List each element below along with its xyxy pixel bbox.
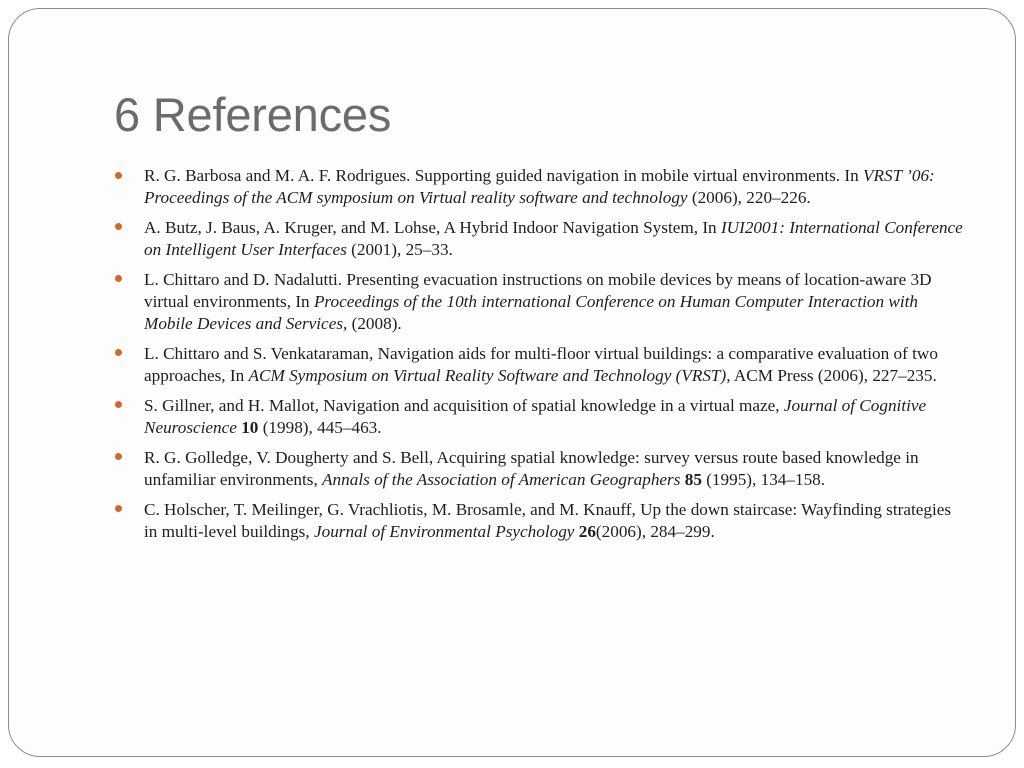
bullet-icon	[115, 172, 122, 179]
reference-text: , (2008).	[343, 314, 402, 334]
slide-title: 6 References	[114, 88, 392, 141]
slide-frame	[8, 8, 1016, 757]
reference-list	[114, 165, 964, 551]
reference-venue: ACM Symposium on Virtual Reality Software and Technology (VRST),	[248, 366, 731, 386]
bullet-icon	[115, 349, 122, 356]
reference-text: (2006), 284–299.	[595, 521, 715, 541]
reference-item	[114, 499, 964, 543]
reference-venue: VRST ’06: Proceedings of the ACM symposium on Virtual reality software and technology	[144, 166, 935, 208]
reference-volume: 85	[684, 469, 702, 489]
reference-volume: 26	[578, 521, 596, 541]
reference-item	[114, 165, 964, 209]
reference-venue: Annals of the Association of American Geographers	[322, 469, 681, 489]
reference-text: C. Holscher, T. Meilinger, G. Vrachliotis, M. Brosamle, and M. Knauff, Up the down staircase: Wayfinding strategies in multi-level buildings,	[144, 499, 952, 541]
reference-text: (2001), 25–33.	[346, 240, 453, 260]
bullet-icon	[115, 505, 122, 512]
reference-venue: Journal of Cognitive Neuroscience	[144, 395, 927, 438]
reference-item	[114, 447, 964, 491]
reference-text: (1998), 445–463.	[258, 418, 382, 438]
reference-volume: 10	[241, 418, 259, 438]
reference-item	[114, 217, 964, 261]
bullet-icon	[115, 453, 122, 460]
reference-item	[114, 343, 964, 387]
reference-text: (2006), 220–226.	[687, 188, 811, 208]
reference-text: R. G. Barbosa and M. A. F. Rodrigues. Supporting guided navigation in mobile virtual environments. In	[144, 166, 863, 185]
reference-venue: Journal of Environmental Psychology	[313, 521, 575, 541]
bullet-icon	[115, 401, 122, 408]
bullet-icon	[115, 275, 122, 282]
reference-item	[114, 395, 964, 439]
reference-text: L. Chittaro and S. Venkataraman, Navigation aids for multi-floor virtual buildings: a comparative evaluation of two approaches, In	[144, 343, 938, 386]
reference-venue: IUI2001: International Conference on Intelligent User Interfaces	[144, 217, 963, 260]
reference-text: S. Gillner, and H. Mallot, Navigation and acquisition of spatial knowledge in a virtual maze,	[144, 395, 784, 415]
reference-text: A. Butz, J. Baus, A. Kruger, and M. Lohse, A Hybrid Indoor Navigation System, In	[144, 217, 721, 237]
reference-venue: Proceedings of the 10th international Conference on Human Computer Interaction with Mobile Devices and Services	[144, 292, 918, 334]
reference-text: L. Chittaro and D. Nadalutti. Presenting evacuation instructions on mobile devices by means of location-aware 3D virtual environments, In	[144, 269, 932, 312]
reference-text: R. G. Golledge, V. Dougherty and S. Bell, Acquiring spatial knowledge: survey versus route based knowledge in unfamiliar environments,	[144, 447, 919, 489]
bullet-icon	[115, 223, 122, 230]
reference-item	[114, 269, 964, 336]
reference-text: ACM Press (2006), 227–235.	[730, 366, 937, 386]
reference-text: (1995), 134–158.	[701, 469, 826, 489]
